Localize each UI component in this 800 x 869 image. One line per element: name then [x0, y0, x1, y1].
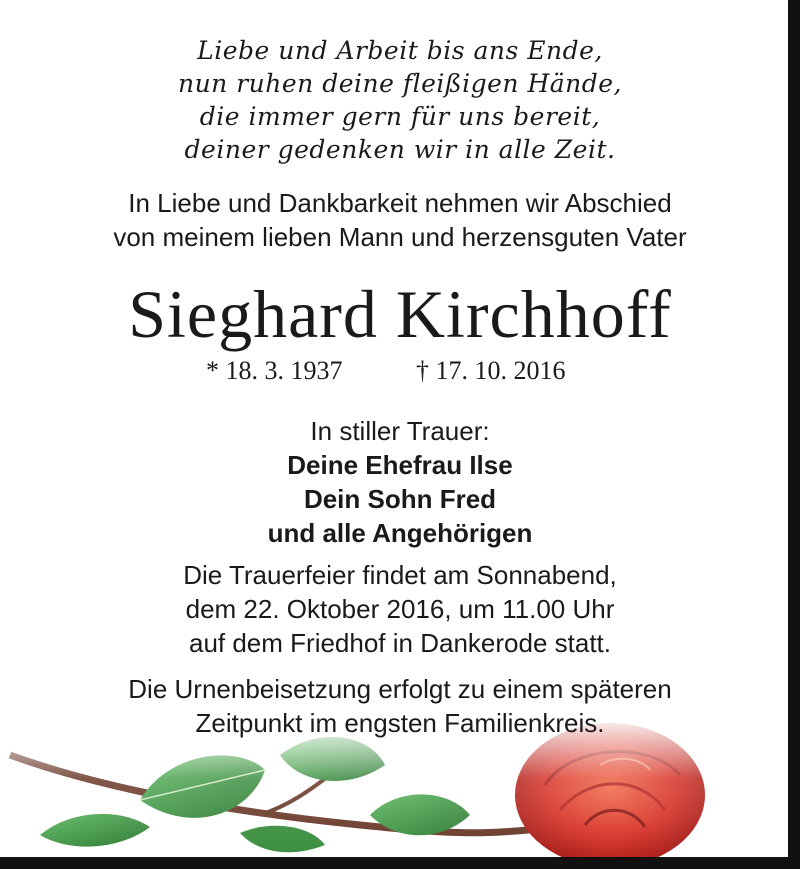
funeral-line: auf dem Friedhof in Dankerode statt. [188, 628, 611, 658]
funeral-line: Die Trauerfeier findet am Sonnabend, [183, 560, 617, 590]
funeral-line: dem 22. Oktober 2016, um 11.00 Uhr [185, 594, 615, 624]
poem-line: Liebe und Arbeit bis ans Ende, [197, 36, 603, 65]
death-date: † 17. 10. 2016 [416, 356, 566, 385]
urn-line: Die Urnenbeisetzung erfolgt zu einem späteren [128, 674, 672, 704]
mourner-name: Dein Sohn Fred [303, 484, 497, 514]
mourners-heading: In stiller Trauer: [310, 416, 490, 446]
birth-date: * 18. 3. 1937 [206, 356, 343, 385]
memorial-poem [0, 34, 800, 166]
poem-line: die immer gern für uns bereit, [199, 102, 601, 131]
mourner-name: und alle Angehörigen [267, 518, 533, 548]
intro-line: von meinem lieben Mann und herzensguten Vater [113, 222, 687, 252]
funeral-details [0, 558, 800, 660]
poem-line: deiner gedenken wir in alle Zeit. [184, 135, 616, 164]
mourner-name: Deine Ehefrau Ilse [287, 450, 513, 480]
mourners-block [0, 414, 800, 550]
urn-burial-note [0, 672, 800, 740]
urn-line: Zeitpunkt im engsten Familienkreis. [195, 708, 605, 738]
intro-line: In Liebe und Dankbarkeit nehmen wir Abschied [128, 188, 672, 218]
deceased-name: Sieghard Kirchhoff [128, 276, 672, 352]
poem-line: nun ruhen deine fleißigen Hände, [177, 69, 622, 98]
farewell-intro [0, 186, 800, 254]
